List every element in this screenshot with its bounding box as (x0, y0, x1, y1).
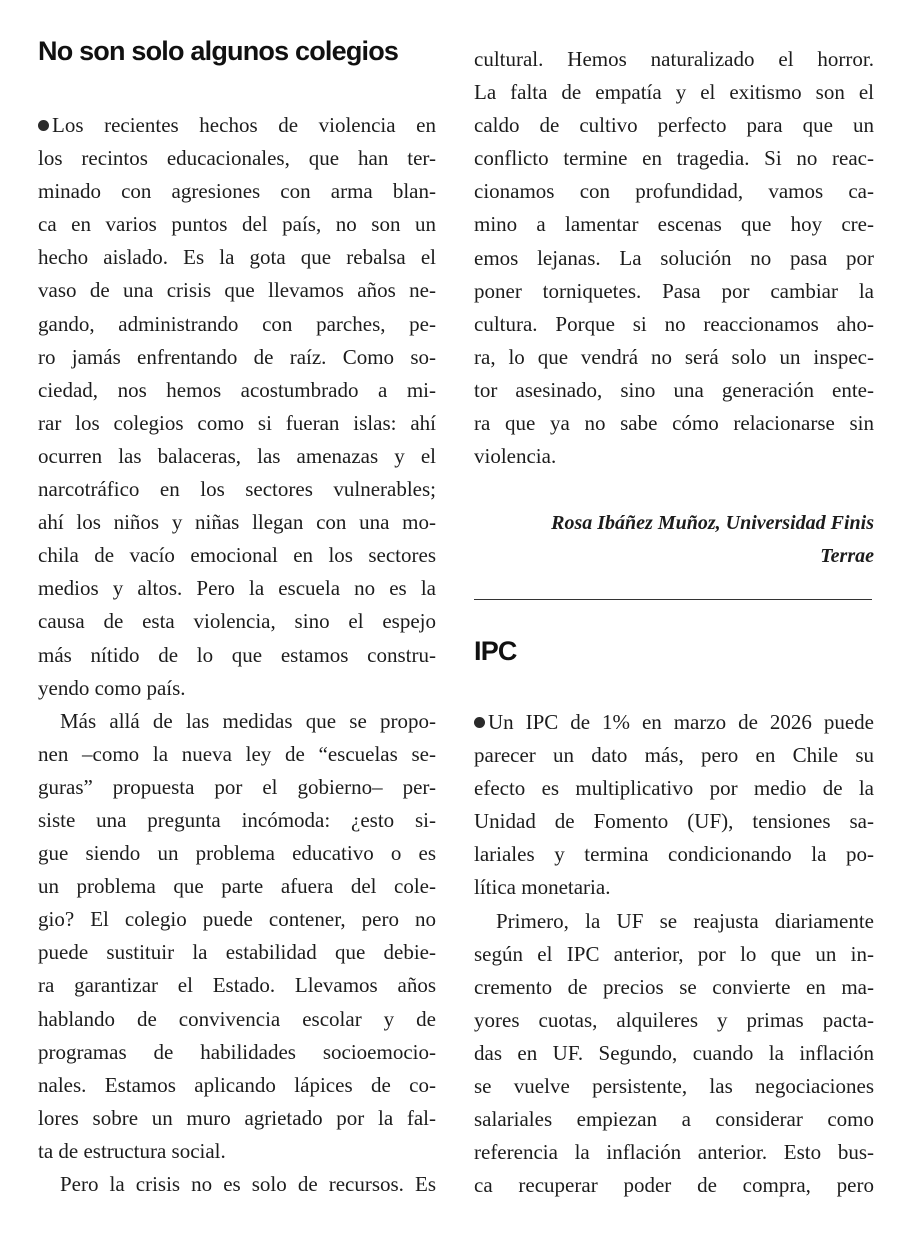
text-line: ca en varios puntos del país, no son un (38, 212, 436, 237)
text-line: cremento de precios se convierte en ma- (474, 974, 874, 999)
text-line: puede sustituir la estabilidad que debie- (38, 940, 436, 965)
text-line: gando, administrando con parches, pe- (38, 311, 436, 336)
text-line: Más allá de las medidas que se propo- (60, 708, 436, 733)
text-line: lítica monetaria. (474, 875, 611, 900)
text-line: ahí los niños y niñas llegan con una mo- (38, 510, 436, 535)
text-line: medios y altos. Pero la escuela no es la (38, 576, 436, 601)
text-line: gio? El colegio puede contener, pero no (38, 907, 436, 932)
text-line: más nítido de lo que estamos constru- (38, 642, 436, 667)
text-line: poner torniquetes. Pasa por cambiar la (474, 278, 874, 303)
text-line: programas de habilidades socioemocio- (38, 1039, 436, 1064)
article-title-colegios: No son solo algunos colegios (38, 36, 399, 66)
text-line: mino a lamentar escenas que hoy cre- (474, 212, 874, 237)
text-line: minado con agresiones con arma blan- (38, 179, 436, 204)
text-line: cionamos con profundidad, vamos ca- (474, 179, 874, 204)
text-line: das en UF. Segundo, cuando la inflación (474, 1040, 874, 1065)
text-line: rar los colegios como si fueran islas: ahí (38, 410, 436, 435)
text-line: un problema que parte afuera del cole- (38, 874, 436, 899)
text-line: ca recuperar poder de compra, pero (474, 1173, 874, 1198)
text-line: yores cuotas, alquileres y primas pacta- (474, 1007, 874, 1032)
text-line: gue siendo un problema educativo o es (38, 841, 436, 866)
text-line: emos lejanas. La solución no pasa por (474, 245, 874, 270)
text-line: ra, lo que vendrá no será solo un inspec- (474, 344, 874, 369)
text-line: efecto es multiplicativo por medio de la (474, 776, 874, 801)
text-line: cultural. Hemos naturalizado el horror. (474, 47, 874, 71)
text-line: salariales empiezan a considerar como (474, 1107, 874, 1132)
text-line: lariales y termina condicionando la po- (474, 842, 874, 867)
text-line: ro jamás enfrentando de raíz. Como so- (38, 344, 436, 369)
text-line: Primero, la UF se reajusta diariamente (496, 908, 874, 933)
text-line: causa de esta violencia, sino el espejo (38, 609, 436, 634)
author-signature (474, 507, 874, 573)
text-line: Pero la crisis no es solo de recursos. Es (60, 1172, 436, 1196)
article-title-ipc: IPC (474, 636, 517, 666)
text-line: yendo como país. (38, 675, 186, 700)
text-line: cultura. Porque si no reaccionamos aho- (474, 311, 874, 336)
text-line: Unidad de Fomento (UF), tensiones sa- (474, 809, 874, 834)
article-body-colegios (38, 109, 436, 1201)
bullet-icon (38, 120, 49, 131)
text-line: ra garantizar el Estado. Llevamos años (38, 973, 436, 998)
text-line: hecho aislado. Es la gota que rebalsa el (38, 245, 436, 270)
text-line: vaso de una crisis que llevamos años ne- (38, 278, 436, 303)
article-body-ipc (474, 706, 874, 1202)
author-affiliation: Terrae (820, 545, 874, 567)
text-line: nen –como la nueva ley de “escuelas se- (38, 741, 436, 766)
text-line: Los recientes hechos de violencia en (38, 109, 436, 142)
text-line: los recintos educacionales, que han ter- (38, 146, 436, 171)
text-line: ra que ya no sabe cómo relacionarse sin (474, 411, 874, 436)
text-line: referencia la inflación anterior. Esto bus- (474, 1140, 874, 1165)
text-line: tor asesinado, sino una generación ente- (474, 377, 874, 402)
text-line: parecer un dato más, pero en Chile su (474, 743, 874, 768)
text-line: conflicto termine en tragedia. Si no reac- (474, 146, 874, 171)
text-line: violencia. (474, 444, 557, 469)
text-line: guras” propuesta por el gobierno– per- (38, 774, 436, 799)
text-line: caldo de cultivo perfecto para que un (474, 113, 874, 138)
text-line: Un IPC de 1% en marzo de 2026 puede (474, 706, 874, 739)
text-line: chila de vacío emocional en los sectores (38, 543, 436, 568)
text-line: siste una pregunta incómoda: ¿esto si- (38, 807, 436, 832)
text-line: ta de estructura social. (38, 1138, 226, 1163)
article-body-colegios-continued (474, 43, 874, 473)
text-line: hablando de convivencia escolar y de (38, 1006, 436, 1031)
text-line: nales. Estamos aplicando lápices de co- (38, 1072, 436, 1097)
section-divider (474, 599, 872, 600)
text-line: lores sobre un muro agrietado por la fal- (38, 1105, 436, 1130)
text-line: narcotráfico en los sectores vulnerables; (38, 477, 436, 502)
text-line: ciedad, nos hemos acostumbrado a mi- (38, 377, 436, 402)
text-line: se vuelve persistente, las negociaciones (474, 1074, 874, 1099)
bullet-icon (474, 717, 485, 728)
text-line: La falta de empatía y el exitismo son el (474, 80, 874, 105)
text-line: ocurren las balaceras, las amenazas y el (38, 443, 436, 468)
text-line: según el IPC anterior, por lo que un in- (474, 941, 874, 966)
author-name: Rosa Ibáñez Muñoz, Universidad Finis (551, 512, 874, 534)
